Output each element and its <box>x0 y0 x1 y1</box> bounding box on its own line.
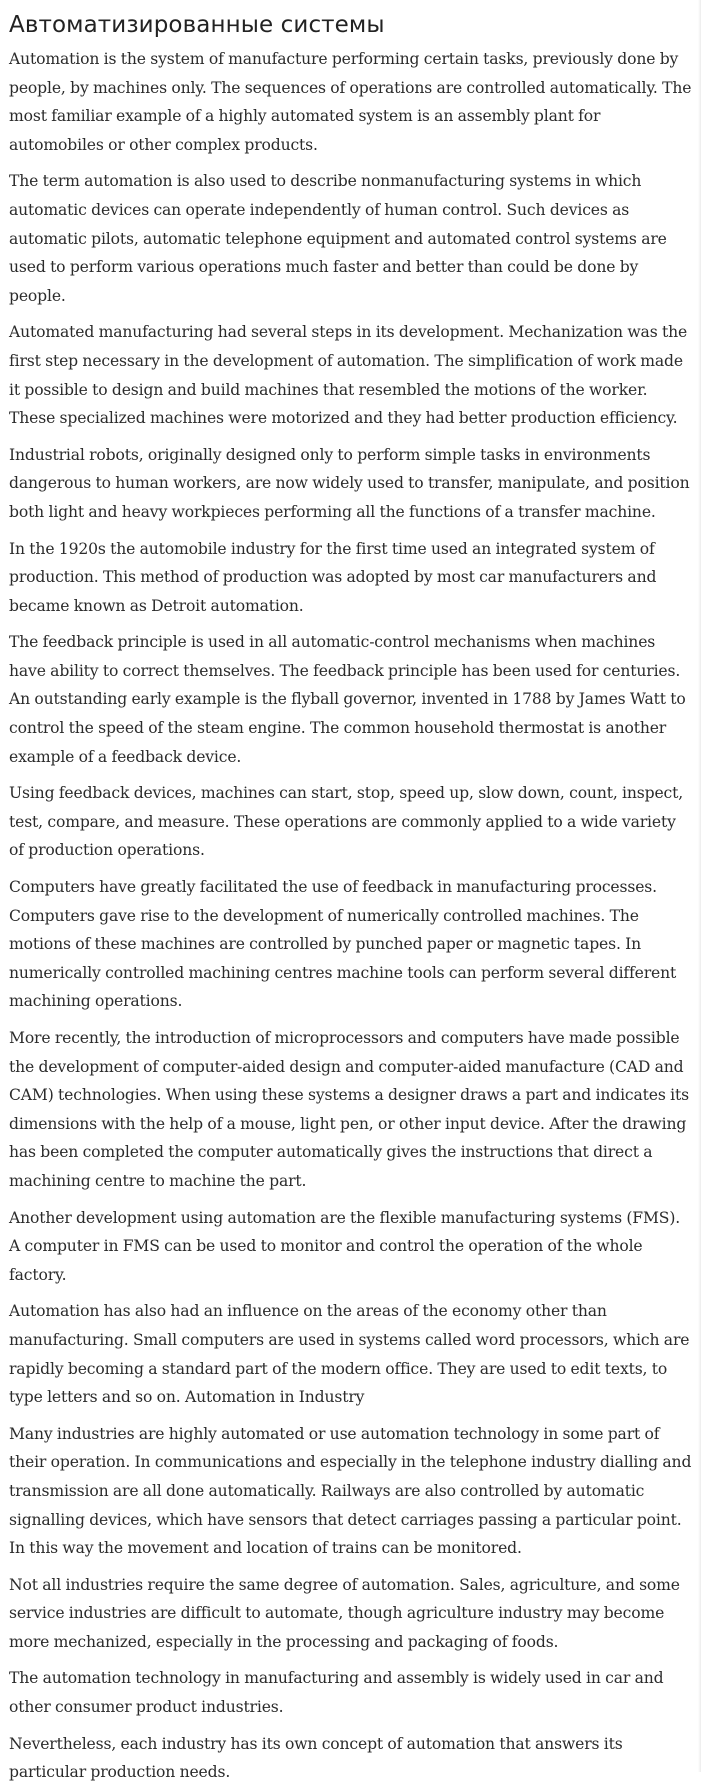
article-paragraph: In the 1920s the automobile industry for the first time used an integrated system of production. This method of production was adopted by most car manufacturers and became known as Detroit automation. <box>9 539 657 615</box>
article-paragraph: Another development using automation are the flexible manufacturing systems (FMS). A computer in FMS can be used to monitor and control the operation of the whole factory. <box>9 1208 681 1284</box>
article-paragraph: Many industries are highly automated or use automation technology in some part of their operation. In communications and especially in the telephone industry dialling and transmission are all done automatically. Railways are also controlled by automatic signalling devices, which have sensors that detect carriages passing a particular point. In this way the movement and location of trains can be monitored. <box>9 1424 692 1558</box>
article-paragraph: The automation technology in manufacturing and assembly is widely used in car and other consumer product industries. <box>9 1669 664 1717</box>
article-paragraph: The term automation is also used to describe nonmanufacturing systems in which automatic devices can operate independently of human control. Such devices as automatic pilots, automatic telephone equipment and automated control systems are used to perform various operations much faster and better than could be done by people. <box>9 172 667 305</box>
article-paragraph: Computers have greatly facilitated the use of feedback in manufacturing processes. Computers gave rise to the development of numerically controlled machines. The motions of these machines are controlled by punched paper or magnetic tapes. In numerically controlled machining centres machine tools can perform several different machining operations. <box>9 878 677 1011</box>
article-paragraph: Automation has also had an influence on the areas of the economy other than manufacturing. Small computers are used in systems called word processors, which are rapidly becoming a standard part of the modern office. They are used to edit texts, to type letters and so on. Automation in Industry <box>9 1302 690 1407</box>
article-paragraph: Using feedback devices, machines can start, stop, speed up, slow down, count, inspect, test, compare, and measure. These operations are commonly applied to a wide variety of production operations. <box>9 784 684 860</box>
article-paragraph: Not all industries require the same degree of automation. Sales, agriculture, and some service industries are difficult to automate, though agriculture industry may become more mechanized, especially in the processing and packaging of foods. <box>9 1575 680 1651</box>
article-paragraph: The feedback principle is used in all automatic-control mechanisms when machines have ability to correct themselves. The feedback principle has been used for centuries. An outstanding early example is the flyball governor, invented in 1788 by James Watt to control the speed of the steam engine. The common household thermostat is another example of a feedback device. <box>9 633 686 766</box>
article-paragraph: Nevertheless, each industry has its own concept of automation that answers its particular production needs. <box>9 1734 623 1782</box>
article-paragraph: Automated manufacturing had several steps in its development. Mechanization was the first step necessary in the development of automation. The simplification of work made it possible to design and build machines that resembled the motions of the worker. These specialized machines were motorized and they had better production efficiency. <box>9 323 688 428</box>
article-paragraph: Industrial robots, originally designed only to perform simple tasks in environments dangerous to human workers, are now widely used to transfer, manipulate, and position both light and heavy workpieces performing all the functions of a transfer machine. <box>9 445 690 521</box>
article-paragraph: Automation is the system of manufacture performing certain tasks, previously done by people, by machines only. The sequences of operations are controlled automatically. The most familiar example of a highly automated system is an assembly plant for automobiles or other complex products. <box>9 50 692 154</box>
article-paragraph: More recently, the introduction of microprocessors and computers have made possible the development of computer-aided design and computer-aided manufacture (CAD and CAM) technologies. When using these systems a designer draws a part and indicates its dimensions with the help of a mouse, light pen, or other input device. After the drawing has been completed the computer automatically gives the instructions that direct a machining centre to machine the part. <box>9 1029 689 1190</box>
article-title: Автоматизированные системы <box>9 12 385 38</box>
